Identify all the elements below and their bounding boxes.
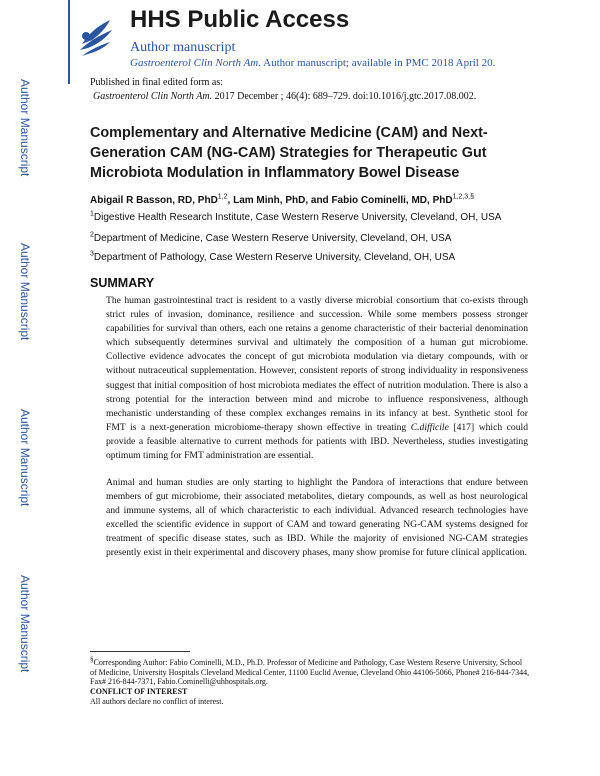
citation	[93, 91, 476, 102]
author-name: Lam Minh, PhD	[233, 195, 306, 206]
author-name: Abigail R Basson, RD, PhD	[90, 195, 218, 206]
side-label-1: Author Manuscript	[18, 79, 32, 177]
corresponding-author-footnote	[90, 655, 530, 687]
published-label: Published in final edited form as:	[90, 77, 224, 88]
author-separator: , and	[305, 195, 332, 206]
affiliation-text: Department of Pathology, Case Western Reserve University, Cleveland, OH, USA	[93, 252, 456, 263]
affiliation-number: 3	[90, 250, 94, 258]
author-name: Fabio Cominelli, MD, PhD	[331, 195, 453, 206]
side-label-4: Author Manuscript	[18, 575, 32, 673]
hhs-logo	[76, 14, 116, 62]
summary-heading: SUMMARY	[90, 276, 155, 290]
affiliation	[90, 252, 455, 263]
article-title: Complementary and Alternative Medicine (CAM) and Next-Generation CAM (NG-CAM) Strategies for Therapeutic Gut Microbiota Modulation in Inflammatory Bowel Disease	[90, 125, 488, 181]
footnote-rule	[90, 651, 190, 652]
affiliation	[90, 233, 451, 244]
journal-name: Gastroenterol Clin North Am.	[130, 57, 261, 69]
side-label-3: Author Manuscript	[18, 409, 32, 507]
footnote-text: Corresponding Author: Fabio Cominelli, M.D., Ph.D. Professor of Medicine and Pathology, Case Western Reserve University, School of Medicine, University Hospitals Cleveland Medical Center, 11100 Euclid Avenue, Cleveland Ohio 44106-5066, Phone# 216-844-7344, Fax# 216-844-7371, Fabio.Cominelli@uhhospitals.org.	[90, 658, 530, 687]
conflict-heading: CONFLICT OF INTEREST	[90, 687, 188, 696]
affiliation-text: Digestive Health Research Institute, Case Western Reserve University, Cleveland, OH, USA	[93, 212, 502, 223]
hhs-eagle-icon	[76, 14, 116, 62]
side-label-2: Author Manuscript	[18, 243, 32, 341]
author-affiliation-marks: 1,2	[217, 193, 228, 201]
hhs-title: HHS Public Access	[130, 6, 350, 33]
citation-details: 2017 December ; 46(4): 689–729. doi:10.1016/j.gtc.2017.08.002.	[212, 91, 477, 102]
affiliation-number: 2	[90, 231, 94, 239]
summary-text: The human gastrointestinal tract is resident to a vastly diverse microbial consortium that co-exists through strict rules of invasion, dominance, resilience and succession. While some members possess stronger capabilities for survival than others, each one retains a genome characteristic of their bacterial denomination which subsequently determines survival and ultimately the composition of a human gut microbiome. Collective evidence advocates the concept of gut microbiota modulation via dietary compounds, with or without nutraceutical supplementation. However, consistent reports of strong individuality in responsiveness suggest that initial composition of host microbiota mediates the effect of nutrition modulation. There is also a strong potential for the interaction between mind and microbe to influence responsiveness, although mechanistic understanding of these complex exchanges remains in its infancy at best. Synthetic stool for FMT is a next-generation microbiome-therapy shown effective in treating	[106, 295, 528, 433]
availability-text: Author manuscript; available in PMC 2018 April 20.	[261, 57, 496, 69]
summary-text: [417] which could provide a feasible alternative to current methods for patients with IBD. Nevertheless, studies investigating optimum timing for FMT administration are essential.	[106, 421, 528, 462]
conflict-text: All authors declare no conflict of interest.	[90, 697, 224, 706]
author-list	[90, 195, 474, 206]
author-separator: ,	[227, 195, 234, 206]
species-name: C.difficile	[410, 421, 449, 433]
summary-paragraph-2: Animal and human studies are only starting to highlight the Pandora of interactions that endure between members of gut microbiome, their associated metabolites, dietary compounds, as well as host neurological and immune systems, all of which characteristic to each individual. Advanced research technologies have excelled the scientific evidence in support of CAM and toward generating NG-CAM systems designed for treatment of specific disease states, such as IBD. While the majority of envisioned NG-CAM strategies presently exist in their experimental and discovery phases, many show promise for future clinical application.	[106, 477, 528, 559]
header-divider	[68, 0, 70, 84]
manuscript-label: Author manuscript	[130, 40, 236, 55]
affiliation-number: 1	[90, 210, 94, 218]
affiliation	[90, 212, 501, 223]
footnote-mark: §	[90, 655, 94, 664]
summary-paragraph-1	[106, 294, 528, 463]
citation-journal: Gastroenterol Clin North Am.	[93, 91, 213, 102]
journal-availability	[130, 57, 495, 69]
affiliation-text: Department of Medicine, Case Western Reserve University, Cleveland, OH, USA	[93, 233, 452, 244]
author-affiliation-marks: 1,2,3,§	[452, 193, 474, 201]
